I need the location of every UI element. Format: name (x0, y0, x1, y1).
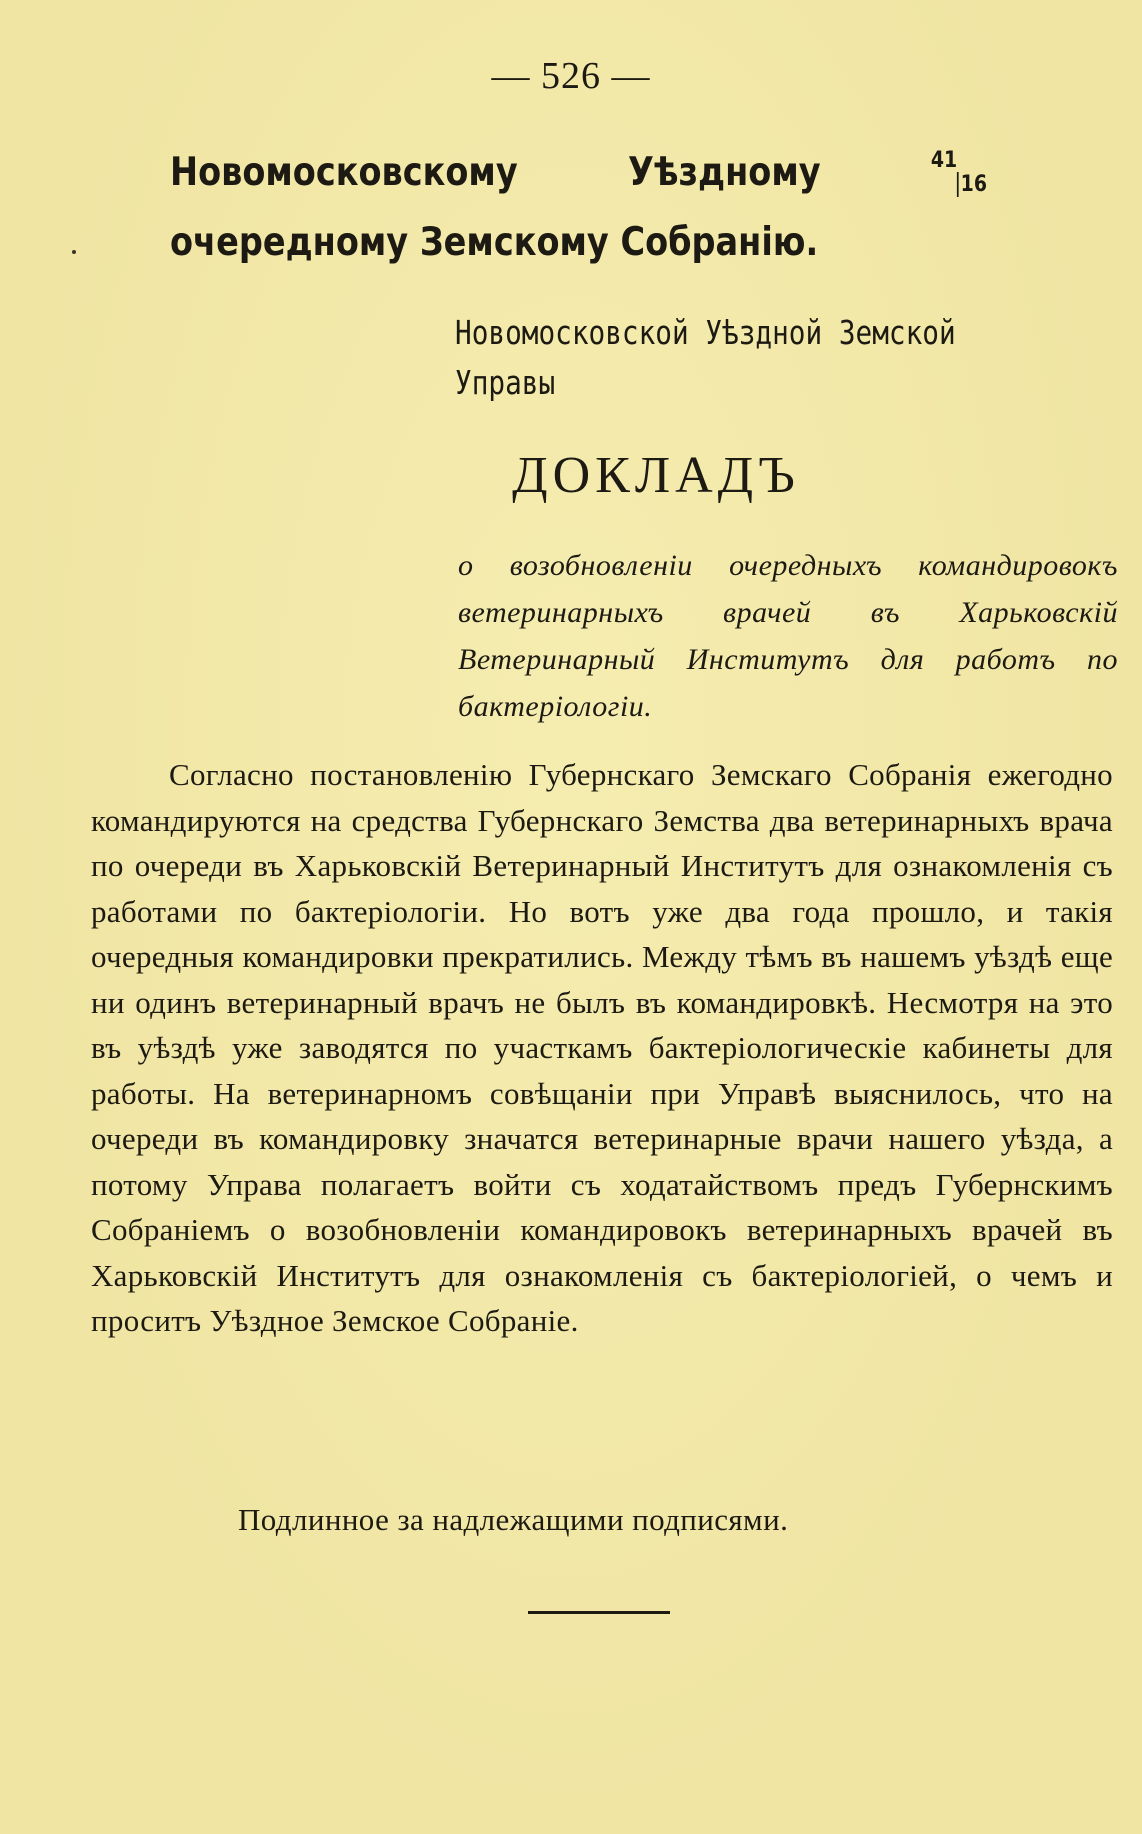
closing-rule (528, 1611, 670, 1614)
addressee-text-end: очередному Земскому Собранію. (170, 220, 819, 265)
session-number: 41 (930, 148, 958, 173)
sender-heading (455, 308, 1093, 408)
signature-note: Подлинное за надлежащими подписями. (238, 1502, 789, 1537)
session-year: 16 (957, 172, 987, 197)
addressee-text-start: Новомосковскому Уѣздному (170, 150, 931, 195)
document-title: ДОКЛАДЪ (512, 447, 800, 504)
report-body: Согласно постановленію Губернскаго Земскаго Собранія ежегодно командируются на средства Губернскаго Земства два ветеринарныхъ врача по очереди въ Харьковскій Ветеринарный Институтъ для ознакомленія съ работами по бактеріологіи. Но вотъ уже два года прошло, и такія очередныя командировки прекратились. Между тѣмъ въ нашемъ уѣздѣ еще ни одинъ ветеринарный врачъ не былъ въ командировкѣ. Несмотря на это въ уѣздѣ уже заводятся по участкамъ бактеріологическіе кабинеты для работы. На ветеринарномъ совѣщаніи при Управѣ выяснилось, что на очереди въ командировку значатся ветеринарные врачи нашего уѣзда, а потому Управа полагаетъ войти съ ходатайствомъ предъ Губернскимъ Собраніемъ о возобновленіи командировокъ ветеринарныхъ врачей въ Харьковскій Институтъ для ознакомленія съ бактеріологіей, о чемъ и проситъ Уѣздное Земское Собраніе. (91, 757, 1113, 1338)
sender-line-2: Управы (455, 363, 556, 402)
page-number: — 526 — (491, 55, 651, 97)
print-speck (72, 250, 76, 254)
addressee-heading (170, 132, 987, 272)
sender-line-1: Новомосковской Уѣздной Земской (455, 313, 956, 352)
report-subject: о возобновленіи очередныхъ командировокъ ветеринарныхъ врачей въ Харьковскій Ветеринарный Институтъ для работъ по бактеріологіи. (458, 549, 1118, 723)
